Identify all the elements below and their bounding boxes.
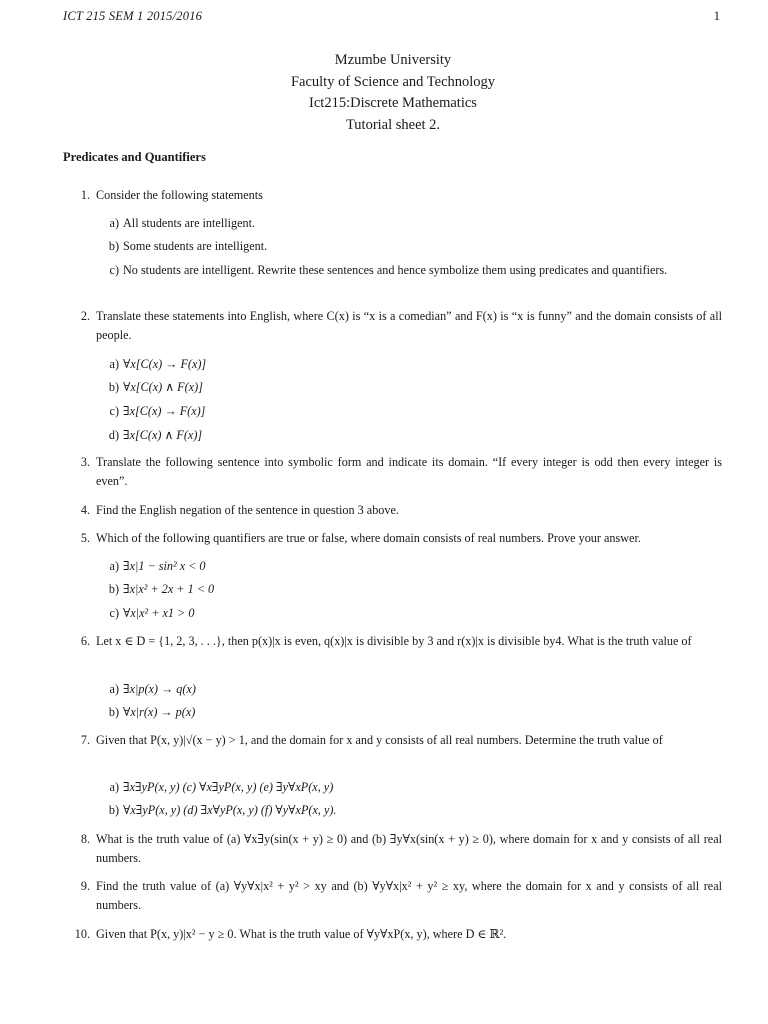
item-text: ∃x|p(x) → q(x) (123, 682, 196, 696)
question-7-item-b (108, 801, 723, 820)
item-text: ∀x[C(x) ∧ F(x)] (123, 380, 203, 394)
question-number: 2. (80, 309, 90, 323)
course-name: Ict215:Discrete Mathematics (309, 95, 477, 111)
item-text: ∀x|r(x) → p(x) (123, 705, 196, 719)
item-label: c) (109, 606, 119, 620)
question-number: 5. (80, 531, 90, 545)
faculty-name: Faculty of Science and Technology (290, 73, 496, 90)
question-number: 9. (80, 879, 90, 893)
item-label: c) (109, 263, 119, 277)
university-name: Mzumbe University (334, 52, 452, 68)
item-text: ∀x∃yP(x, y) (d) ∃x∀yP(x, y) (f) ∀y∀xP(x, y). (123, 803, 337, 817)
question-9 (80, 877, 722, 915)
question-8 (80, 830, 722, 868)
course-header: ICT 215 SEM 1 2015/2016 (63, 9, 203, 23)
item-text: ∃x[C(x) → F(x)] (123, 404, 206, 418)
item-label: c) (109, 404, 119, 418)
question-text: Translate the following sentence into symbolic form and indicate its domain. “If every integer is odd then every integer is even”. (96, 455, 722, 488)
question-2-item-a (109, 355, 723, 374)
question-3 (80, 453, 722, 491)
item-label: b) (108, 239, 119, 253)
item-label: a) (109, 559, 119, 573)
question-5-item-a (109, 557, 723, 576)
item-text: Some students are intelligent. (123, 239, 268, 253)
question-number: 3. (80, 455, 90, 469)
item-text: No students are intelligent. Rewrite these sentences and hence symbolize them using predicates and quantifiers. (123, 263, 668, 277)
question-2-item-d (108, 426, 723, 445)
question-number: 1. (80, 188, 90, 202)
question-7 (80, 731, 722, 750)
item-label: a) (109, 780, 119, 794)
question-text: Which of the following quantifiers are true or false, where domain consists of real numbers. Prove your answer. (96, 531, 641, 545)
item-text: ∀x|x² + x1 > 0 (123, 606, 195, 620)
question-6 (80, 632, 722, 651)
item-label: a) (109, 357, 119, 371)
question-5 (80, 529, 722, 548)
question-text: Translate these statements into English, where C(x) is “x is a comedian” and F(x) is “x is funny” and the domain consists of all people. (96, 309, 722, 342)
question-10 (74, 925, 722, 944)
title-block (0, 50, 768, 136)
page-header (63, 9, 720, 25)
question-number: 8. (80, 832, 90, 846)
question-number: 10. (74, 927, 90, 941)
question-text: Find the truth value of (a) ∀y∀x|x² + y² > xy and (b) ∀y∀x|x² + y² ≥ xy, where the domain for x and y consists of all real numbers. (96, 879, 722, 912)
question-2-item-c (109, 402, 723, 421)
question-1-item-b (108, 237, 723, 256)
question-5-item-c (109, 604, 723, 623)
question-1-item-c (109, 261, 723, 280)
question-7-item-a (109, 778, 723, 797)
question-text: Consider the following statements (96, 188, 263, 202)
item-label: b) (108, 705, 119, 719)
question-2 (80, 307, 722, 345)
section-heading: Predicates and Quantifiers (63, 150, 206, 164)
item-label: b) (108, 582, 119, 596)
item-text: ∃x[C(x) ∧ F(x)] (123, 428, 203, 442)
item-text: ∀x[C(x) → F(x)] (123, 357, 207, 371)
question-text: Given that P(x, y)|√(x − y) > 1, and the domain for x and y consists of all real numbers. Determine the truth value of (96, 733, 663, 747)
item-label: a) (109, 682, 119, 696)
item-label: b) (108, 380, 119, 394)
question-number: 7. (80, 733, 90, 747)
question-4 (80, 501, 722, 520)
item-text: ∃x|1 − sin² x < 0 (123, 559, 206, 573)
item-label: d) (108, 428, 119, 442)
question-6-item-b (108, 703, 723, 722)
question-number: 4. (80, 503, 90, 517)
question-5-item-b (108, 580, 723, 599)
item-text: All students are intelligent. (123, 216, 256, 230)
item-label: b) (108, 803, 119, 817)
question-1-item-a (109, 214, 723, 233)
question-text: Find the English negation of the sentence in question 3 above. (96, 503, 399, 517)
page-number: 1 (713, 9, 720, 23)
question-number: 6. (80, 634, 90, 648)
sheet-title: Tutorial sheet 2. (345, 116, 441, 133)
question-6-item-a (109, 680, 723, 699)
item-text: ∃x∃yP(x, y) (c) ∀x∃yP(x, y) (e) ∃y∀xP(x, y) (123, 780, 334, 794)
question-1 (80, 186, 722, 205)
item-label: a) (109, 216, 119, 230)
question-text: Let x ∈ D = {1, 2, 3, . . .}, then p(x)|x is even, q(x)|x is divisible by 3 and r(x)|x is divisible by4. What is the truth value of (96, 634, 692, 648)
question-text: What is the truth value of (a) ∀x∃y(sin(x + y) ≥ 0) and (b) ∃y∀x(sin(x + y) ≥ 0), where domain for x and y consists of all real numbers. (96, 832, 722, 865)
question-text: Given that P(x, y)|x² − y ≥ 0. What is the truth value of ∀y∀xP(x, y), where D ∈ ℝ². (96, 927, 507, 941)
item-text: ∃x|x² + 2x + 1 < 0 (123, 582, 215, 596)
question-2-item-b (108, 378, 723, 397)
